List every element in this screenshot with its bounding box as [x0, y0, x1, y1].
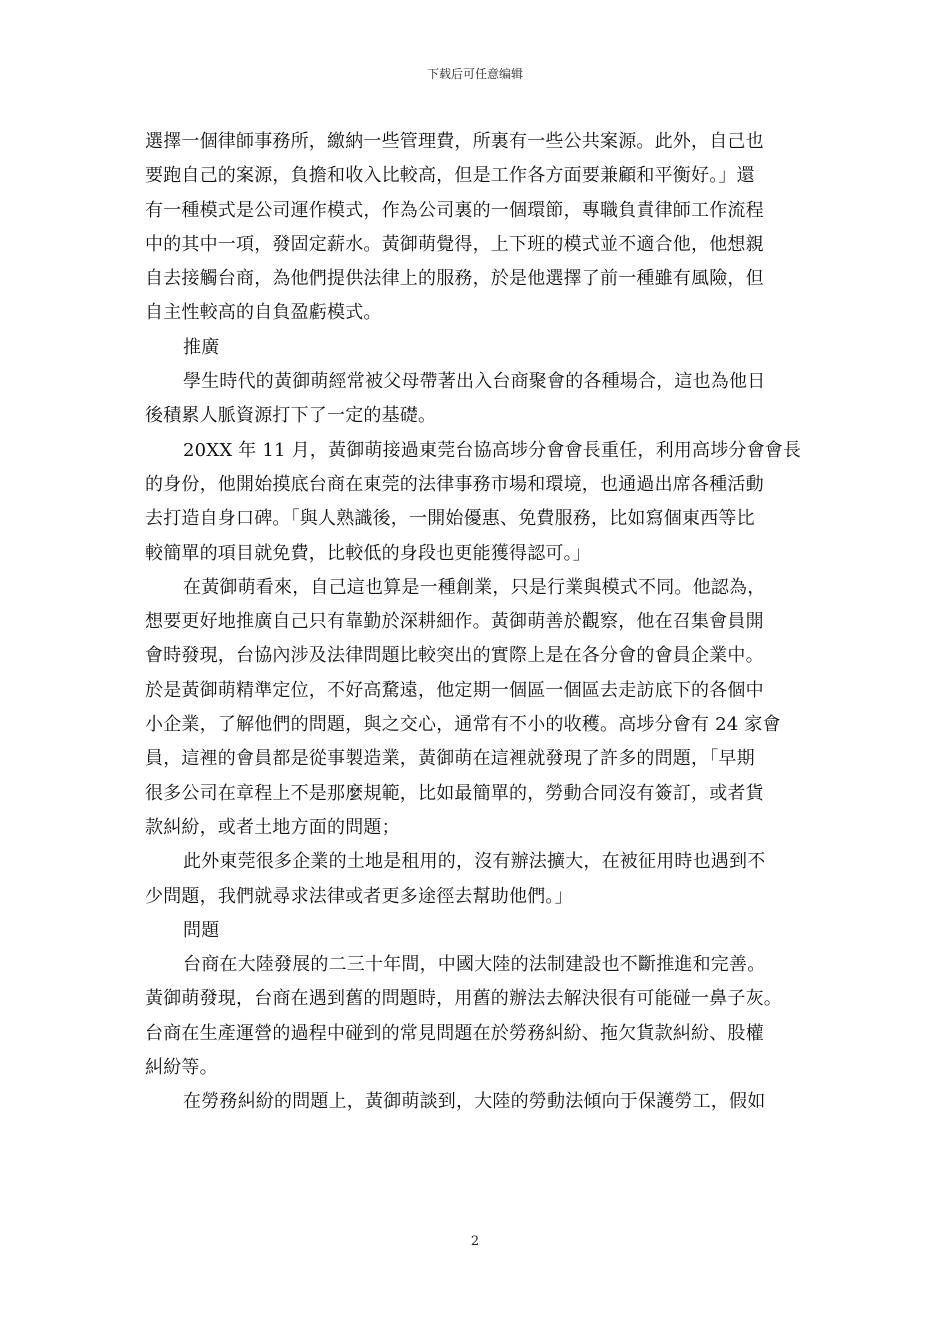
- text-line: 台商在生產運營的過程中碰到的常見問題在於勞務糾紛、拖欠貨款糾紛、股權: [145, 1022, 764, 1044]
- section-heading: 推廣: [183, 336, 220, 358]
- text-line: 後積累人脈資源打下了一定的基礎。: [145, 405, 437, 427]
- text-line: 台商在大陸發展的二三十年間，中國大陸的法制建設也不斷推進和完善。: [183, 954, 766, 976]
- text-line: 很多公司在章程上不是那麼規範，比如最簡單的，勞動合同沒有簽訂，或者貨: [145, 782, 764, 804]
- text-line: 在黃御萌看來，自己這也算是一種創業，只是行業與模式不同。他認為，: [183, 576, 766, 598]
- text-line: 此外東莞很多企業的土地是租用的，沒有辦法擴大，在被征用時也遇到不: [183, 851, 766, 873]
- document-body: [145, 125, 805, 1120]
- text-line: 黃御萌發現，台商在遇到舊的問題時，用舊的辦法去解決很有可能碰一鼻子灰。: [145, 988, 782, 1010]
- text-line: 較簡單的項目就免費，比較低的身段也更能獲得認可。」: [145, 542, 591, 564]
- text-line: 要跑自己的案源，負擔和收入比較高，但是工作各方面要兼顧和平衡好。」還: [145, 165, 755, 187]
- text-line: 想要更好地推廣自己只有靠勤於深耕細作。黃御萌善於觀察，他在召集會員開: [145, 611, 764, 633]
- text-line: 的身份，他開始摸底台商在東莞的法律事務市場和環境，也通過出席各種活動: [145, 473, 764, 495]
- text-line: 員，這裡的會員都是從事製造業，黃御萌在這裡就發現了許多的問題，「早期: [145, 748, 755, 770]
- text-line: 在勞務糾紛的問題上，黃御萌談到，大陸的勞動法傾向于保護勞工，假如: [183, 1091, 766, 1113]
- text-line: 中的其中一項，發固定薪水。黃御萌覺得，上下班的模式並不適合他，他想親: [145, 233, 764, 255]
- page-header: 下载后可任意编辑: [426, 67, 523, 81]
- text-line: 會時發現，台協內涉及法律問題比較突出的實際上是在各分會的會員企業中。: [145, 645, 764, 667]
- text-line: 有一種模式是公司運作模式，作為公司裏的一個環節，專職負責律師工作流程: [145, 199, 764, 221]
- text-line: 少問題，我們就尋求法律或者更多途徑去幫助他們。」: [145, 885, 573, 907]
- text-line: 於是黃御萌精準定位，不好高騖遠，他定期一個區一個區去走訪底下的各個中: [145, 679, 764, 701]
- text-line: 小企業，了解他們的問題，與之交心，通常有不小的收穫。高埗分會有 24 家會: [145, 714, 781, 736]
- page-number: 2: [470, 1234, 480, 1249]
- text-line: 自主性較高的自負盈虧模式。: [145, 302, 382, 324]
- section-heading: 問題: [183, 919, 220, 941]
- text-line: 糾紛等。: [145, 1057, 218, 1079]
- text-line: 選擇一個律師事務所，繳納一些管理費，所裏有一些公共案源。此外，自己也: [145, 131, 764, 152]
- text-line: 去打造自身口碑。「與人熟識後，一開始優惠、免費服務，比如寫個東西等比: [145, 508, 755, 530]
- text-line: 學生時代的黃御萌經常被父母帶著出入台商聚會的各種場合，這也為他日: [183, 371, 766, 393]
- text-line: 款糾紛，或者土地方面的問題；: [145, 816, 400, 838]
- text-line: 自去接觸台商，為他們提供法律上的服務，於是他選擇了前一種雖有風險，但: [145, 268, 764, 290]
- text-line: 20XX 年 11 月，黃御萌接過東莞台協高埗分會會長重任，利用高埗分會會長: [183, 439, 802, 461]
